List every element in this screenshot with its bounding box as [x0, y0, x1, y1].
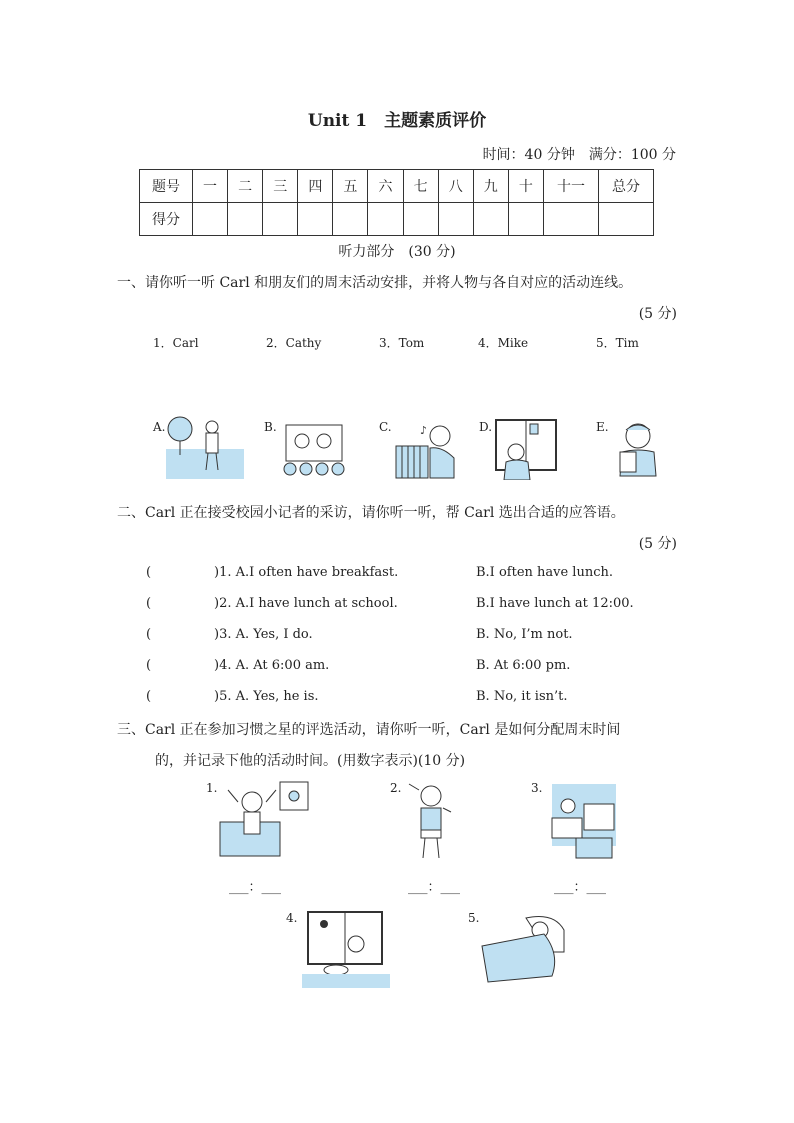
option-b: B. No, it isn’t.	[476, 689, 568, 704]
section3-prompt-line1: 三、Carl 正在参加习惯之星的评选活动，请你听一听，Carl 是如何分配周末时间	[117, 722, 621, 738]
table-cell: 一	[193, 170, 228, 203]
score-input-cell[interactable]	[508, 203, 543, 236]
having-dinner-picture[interactable]	[300, 910, 390, 990]
time-blank[interactable]: ___：___	[408, 880, 461, 895]
playing-piano-picture[interactable]	[394, 418, 460, 480]
option-b: B.I have lunch at 12:00.	[476, 596, 634, 611]
option-a: )4. A. At 6:00 am.	[214, 658, 330, 673]
sleeping-picture[interactable]	[478, 912, 568, 984]
score-input-cell[interactable]	[228, 203, 263, 236]
section1-prompt: 一、请你听一听 Carl 和朋友们的周末活动安排，并将人物与各自对应的活动连线。	[117, 275, 633, 291]
picture-number: 5.	[468, 911, 480, 925]
reading-book-picture[interactable]	[614, 420, 660, 478]
name-item[interactable]: 2．Cathy	[266, 336, 322, 350]
table-cell: 四	[298, 170, 333, 203]
score-input-cell[interactable]	[298, 203, 333, 236]
page-title: Unit 1 主题素质评价	[307, 111, 487, 131]
option-b: B. At 6:00 pm.	[476, 658, 571, 673]
section2-prompt: 二、Carl 正在接受校园小记者的采访，请你听一听，帮 Carl 选出合适的应答语。	[117, 505, 625, 521]
option-a: )2. A.I have lunch at school.	[214, 596, 398, 611]
score-input-cell[interactable]	[438, 203, 473, 236]
picture-label: B.	[264, 420, 277, 434]
answer-blank[interactable]: (	[146, 596, 152, 611]
name-item[interactable]: 5．Tim	[596, 336, 639, 350]
table-cell: 得分	[140, 203, 193, 236]
picture-number: 3.	[531, 781, 543, 795]
time-blank[interactable]: ___：___	[554, 880, 607, 895]
score-input-cell[interactable]	[403, 203, 438, 236]
score-input-cell[interactable]	[263, 203, 298, 236]
score-input-cell[interactable]	[193, 203, 228, 236]
cleaning-window-picture[interactable]	[494, 418, 558, 480]
picture-label: C.	[379, 420, 392, 434]
name-item[interactable]: 4．Mike	[478, 336, 529, 350]
svg-text:♪: ♪	[420, 424, 428, 437]
time-info: 时间：40 分钟 满分：100 分	[482, 147, 676, 163]
watching-film-picture[interactable]	[280, 423, 346, 479]
name-item[interactable]: 1．Carl	[153, 336, 199, 350]
table-cell: 三	[263, 170, 298, 203]
exercising-picture[interactable]	[405, 782, 455, 862]
section2-points: (5 分)	[638, 536, 677, 552]
section3-prompt-line2: 的，并记录下他的活动时间。(用数字表示)(10 分)	[155, 753, 466, 769]
score-input-cell[interactable]	[333, 203, 368, 236]
table-cell: 二	[228, 170, 263, 203]
table-cell: 七	[403, 170, 438, 203]
score-input-cell[interactable]	[473, 203, 508, 236]
picture-label: D.	[479, 420, 493, 434]
option-b: B.I often have lunch.	[476, 565, 613, 580]
watching-tv-picture[interactable]	[546, 782, 618, 864]
picture-number: 4.	[286, 911, 298, 925]
section1-points: (5 分)	[638, 306, 677, 322]
option-b: B. No, I’m not.	[476, 627, 573, 642]
answer-blank[interactable]: (	[146, 627, 152, 642]
table-cell: 八	[438, 170, 473, 203]
score-input-cell[interactable]	[368, 203, 403, 236]
answer-blank[interactable]: (	[146, 565, 152, 580]
table-cell: 九	[473, 170, 508, 203]
table-cell: 题号	[140, 170, 193, 203]
picture-number: 2.	[390, 781, 402, 795]
name-item[interactable]: 3．Tom	[379, 336, 425, 350]
option-a: )5. A. Yes, he is.	[214, 689, 319, 704]
picture-number: 1.	[206, 781, 218, 795]
listening-header: 听力部分 (30 分)	[338, 244, 456, 260]
getting-up-picture[interactable]	[218, 780, 310, 862]
time-blank[interactable]: ___：___	[229, 880, 282, 895]
table-cell: 十一	[544, 170, 599, 203]
table-cell: 六	[368, 170, 403, 203]
score-table-header-row	[140, 170, 654, 203]
answer-blank[interactable]: (	[146, 689, 152, 704]
walking-by-lake-picture[interactable]	[166, 415, 244, 479]
table-cell: 总分	[599, 170, 654, 203]
picture-label: E.	[596, 420, 609, 434]
score-table	[139, 169, 654, 236]
table-cell: 十	[508, 170, 543, 203]
option-a: )1. A.I often have breakfast.	[214, 565, 399, 580]
score-input-cell[interactable]	[599, 203, 654, 236]
option-a: )3. A. Yes, I do.	[214, 627, 313, 642]
score-input-cell[interactable]	[544, 203, 599, 236]
answer-blank[interactable]: (	[146, 658, 152, 673]
table-cell: 五	[333, 170, 368, 203]
score-table-score-row	[140, 203, 654, 236]
picture-label: A.	[153, 420, 166, 434]
